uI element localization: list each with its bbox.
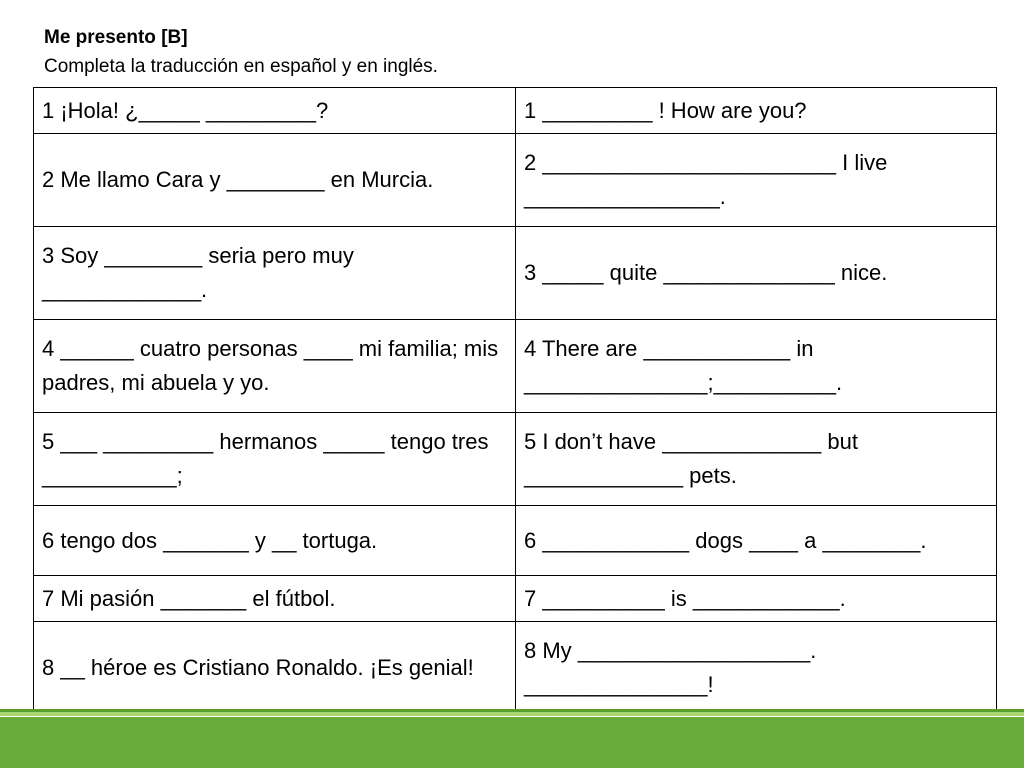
spanish-cell: 2 Me llamo Cara y ________ en Murcia. <box>34 134 516 227</box>
spanish-cell: 7 Mi pasión _______ el fútbol. <box>34 576 516 622</box>
english-cell: 5 I don’t have _____________ but _____________ pets. <box>516 413 997 506</box>
english-cell: 7 __________ is ____________. <box>516 576 997 622</box>
translation-table <box>33 87 997 714</box>
spanish-cell: 1 ¡Hola! ¿_____ _________? <box>34 88 516 134</box>
table-row <box>34 622 997 714</box>
table-row <box>34 227 997 320</box>
spanish-cell: 4 ______ cuatro personas ____ mi familia; mis padres, mi abuela y yo. <box>34 320 516 413</box>
english-cell: 8 My ___________________. _______________! <box>516 622 997 714</box>
spanish-cell: 8 __ héroe es Cristiano Ronaldo. ¡Es genial! <box>34 622 516 714</box>
english-cell: 4 There are ____________ in _______________;__________. <box>516 320 997 413</box>
english-cell: 1 _________ ! How are you? <box>516 88 997 134</box>
table-row <box>34 413 997 506</box>
table-row <box>34 134 997 227</box>
table-row <box>34 576 997 622</box>
footer-bar <box>0 717 1024 768</box>
spanish-cell: 3 Soy ________ seria pero muy _____________. <box>34 227 516 320</box>
table-row <box>34 88 997 134</box>
footer-divider-light <box>0 712 1024 716</box>
english-cell: 6 ____________ dogs ____ a ________. <box>516 506 997 576</box>
table-row <box>34 320 997 413</box>
table-row <box>34 506 997 576</box>
spanish-cell: 5 ___ _________ hermanos _____ tengo tres ___________; <box>34 413 516 506</box>
spanish-cell: 6 tengo dos _______ y __ tortuga. <box>34 506 516 576</box>
worksheet-instructions: Completa la traducción en español y en inglés. <box>44 56 438 77</box>
english-cell: 2 ________________________ I live ________________. <box>516 134 997 227</box>
english-cell: 3 _____ quite ______________ nice. <box>516 227 997 320</box>
worksheet-title: Me presento [B] <box>44 27 188 48</box>
